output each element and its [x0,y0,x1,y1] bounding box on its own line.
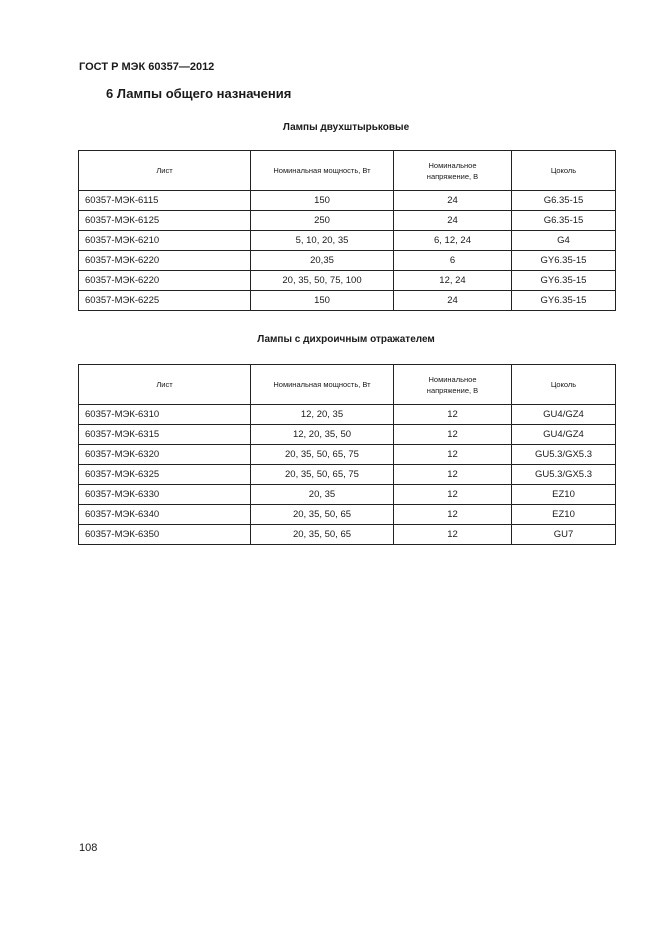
table-row [79,525,616,545]
cell-cap: GU5.3/GX5.3 [512,445,616,465]
cell-cap: GY6.35-15 [512,251,616,271]
cell-power: 12, 20, 35, 50 [251,425,394,445]
table-body [79,191,616,311]
cell-power: 5, 10, 20, 35 [251,231,394,251]
table-header-row [79,365,616,405]
document-header: ГОСТ Р МЭК 60357—2012 [79,61,215,73]
cell-cap: GU4/GZ4 [512,425,616,445]
table-row [79,485,616,505]
cell-cap: EZ10 [512,505,616,525]
table-row [79,505,616,525]
cell-sheet: 60357-МЭК-6350 [79,525,251,545]
cell-cap: G4 [512,231,616,251]
cell-voltage: 12, 24 [394,271,512,291]
table-body [79,405,616,545]
cell-sheet: 60357-МЭК-6330 [79,485,251,505]
cell-voltage: 6, 12, 24 [394,231,512,251]
cell-voltage: 24 [394,291,512,311]
cell-sheet: 60357-МЭК-6340 [79,505,251,525]
table-row [79,211,616,231]
cell-cap: GU7 [512,525,616,545]
cell-voltage: 6 [394,251,512,271]
column-header-sheet: Лист [79,365,251,405]
column-header-cap: Цоколь [512,365,616,405]
cell-cap: G6.35-15 [512,211,616,231]
cell-power: 20, 35, 50, 65, 75 [251,445,394,465]
cell-sheet: 60357-МЭК-6220 [79,251,251,271]
table-row [79,291,616,311]
cell-power: 150 [251,191,394,211]
table-row [79,465,616,485]
cell-sheet: 60357-МЭК-6220 [79,271,251,291]
cell-power: 250 [251,211,394,231]
table-row [79,425,616,445]
cell-sheet: 60357-МЭК-6320 [79,445,251,465]
cell-voltage: 12 [394,505,512,525]
column-header-power: Номинальная мощность, Вт [251,365,394,405]
cell-voltage: 12 [394,465,512,485]
cell-cap: GY6.35-15 [512,271,616,291]
cell-voltage: 12 [394,445,512,465]
section-title: 6 Лампы общего назначения [106,86,292,101]
cell-sheet: 60357-МЭК-6315 [79,425,251,445]
cell-voltage: 12 [394,525,512,545]
table-row [79,271,616,291]
cell-power: 12, 20, 35 [251,405,394,425]
column-header-voltage [394,365,512,405]
cell-power: 20, 35 [251,485,394,505]
cell-power: 20, 35, 50, 65, 75 [251,465,394,485]
table-row [79,445,616,465]
cell-voltage: 24 [394,211,512,231]
cell-power: 20, 35, 50, 75, 100 [251,271,394,291]
cell-power: 150 [251,291,394,311]
cell-power: 20, 35, 50, 65 [251,505,394,525]
column-header-voltage-text: Номинальное напряжение, В [426,160,479,181]
cell-voltage: 12 [394,485,512,505]
dichroic-lamps-table [78,364,616,545]
cell-cap: EZ10 [512,485,616,505]
column-header-voltage-text: Номинальное напряжение, В [426,374,479,395]
cell-voltage: 24 [394,191,512,211]
table-row [79,405,616,425]
cell-cap: G6.35-15 [512,191,616,211]
page-number: 108 [79,842,98,854]
table-row [79,251,616,271]
table-row [79,231,616,251]
column-header-cap: Цоколь [512,151,616,191]
column-header-power: Номинальная мощность, Вт [251,151,394,191]
cell-sheet: 60357-МЭК-6310 [79,405,251,425]
cell-cap: GU4/GZ4 [512,405,616,425]
table-header-row [79,151,616,191]
table-caption-two-pin-lamps: Лампы двухштырьковые [282,122,410,133]
cell-power: 20,35 [251,251,394,271]
cell-cap: GU5.3/GX5.3 [512,465,616,485]
column-header-voltage [394,151,512,191]
cell-sheet: 60357-МЭК-6210 [79,231,251,251]
cell-voltage: 12 [394,425,512,445]
cell-sheet: 60357-МЭК-6225 [79,291,251,311]
cell-sheet: 60357-МЭК-6125 [79,211,251,231]
cell-voltage: 12 [394,405,512,425]
table-caption-dichroic-lamps: Лампы с дихроичным отражателем [257,334,435,345]
cell-sheet: 60357-МЭК-6325 [79,465,251,485]
column-header-sheet: Лист [79,151,251,191]
cell-power: 20, 35, 50, 65 [251,525,394,545]
two-pin-lamps-table [78,150,616,311]
table-row [79,191,616,211]
cell-cap: GY6.35-15 [512,291,616,311]
cell-sheet: 60357-МЭК-6115 [79,191,251,211]
